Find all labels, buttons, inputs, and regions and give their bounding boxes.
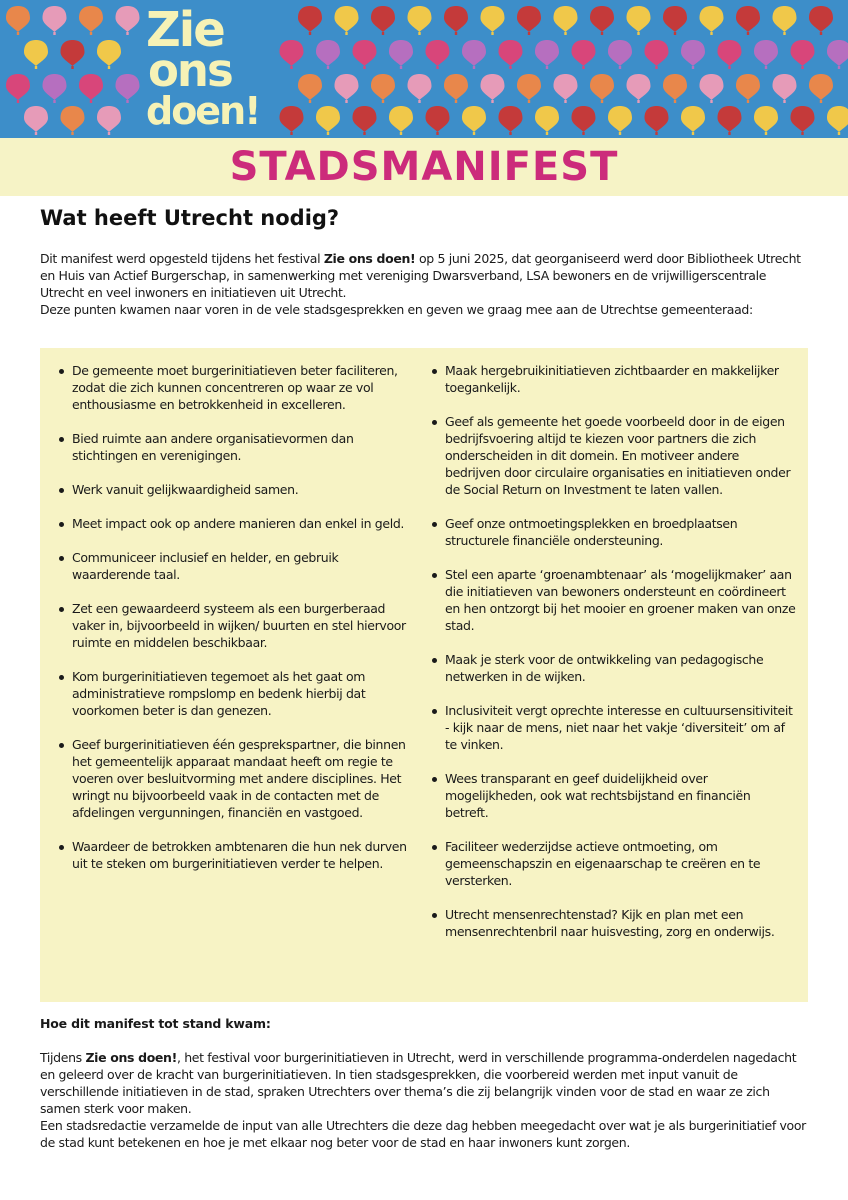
- points-right-column: [431, 362, 797, 957]
- balloon-icon: [517, 74, 541, 103]
- manifest-point-text: Waardeer de betrokken ambtenaren die hun nek durven uit te steken om burgerinitiatieven verder te helpen.: [72, 839, 407, 871]
- manifest-point: [58, 668, 418, 719]
- balloon-icon: [736, 6, 760, 35]
- manifest-point-text: Inclusiviteit vergt oprechte interesse en cultuursensitiviteit - kijk naar de mens, niet naar het vakje ‘diversiteit’ om af te vinken.: [445, 703, 793, 752]
- balloon-icon: [700, 74, 724, 103]
- balloon-icon: [24, 40, 48, 69]
- balloon-icon: [43, 74, 67, 103]
- bullet-icon: [59, 437, 64, 442]
- balloon-icon: [6, 6, 30, 35]
- page-title: STADSMANIFEST: [229, 144, 619, 190]
- manifest-point: [58, 481, 418, 498]
- bullet-icon: [59, 845, 64, 850]
- balloon-icon: [444, 74, 468, 103]
- manifest-point: [58, 430, 418, 464]
- subtitle: Wat heeft Utrecht nodig?: [40, 206, 340, 230]
- balloon-icon: [535, 40, 559, 69]
- balloon-icon: [353, 40, 377, 69]
- balloon-icon: [335, 6, 359, 35]
- festival-name: Zie ons doen!: [323, 251, 416, 266]
- balloon-icon: [97, 106, 121, 135]
- balloon-icon: [426, 40, 450, 69]
- balloon-icon: [718, 40, 742, 69]
- intro-paragraph-1: Dit manifest werd opgesteld tijdens het festival Zie ons doen! op 5 juni 2025, dat georganiseerd werd door Bibliotheek Utrecht en Huis van Actief Burgerschap, in samenwerking met vereniging Dwarsverband, LSA bewoners en de vrijwilligerscentrale Utrecht en veel inwoners en initiatieven uit Utrecht.: [40, 251, 801, 300]
- bullet-icon: [59, 369, 64, 374]
- balloon-icon: [554, 6, 578, 35]
- balloon-icon: [517, 6, 541, 35]
- balloon-icon: [572, 40, 596, 69]
- balloon-icon: [462, 106, 486, 135]
- manifest-point-text: Meet impact ook op andere manieren dan enkel in geld.: [72, 516, 405, 531]
- bullet-icon: [432, 913, 437, 918]
- balloon-icon: [79, 74, 103, 103]
- balloon-icon: [371, 6, 395, 35]
- balloon-icon: [645, 40, 669, 69]
- manifest-point-text: De gemeente moet burgerinitiatieven beter faciliteren, zodat die zich kunnen concentreren op waar ze vol enthousiasme en betrokkenheid in excelleren.: [72, 363, 398, 412]
- balloon-icon: [389, 40, 413, 69]
- balloon-icon: [426, 106, 450, 135]
- points-left-column: [58, 362, 418, 889]
- manifest-point-text: Communiceer inclusief en helder, en gebruik waarderende taal.: [72, 550, 339, 582]
- balloon-icon: [572, 106, 596, 135]
- balloon-icon: [809, 6, 833, 35]
- manifest-point-text: Maak je sterk voor de ontwikkeling van pedagogische netwerken in de wijken.: [445, 652, 764, 684]
- balloon-icon: [316, 40, 340, 69]
- balloon-icon: [809, 74, 833, 103]
- balloon-icon: [61, 106, 85, 135]
- manifest-point: [431, 362, 797, 396]
- manifest-point: [58, 362, 418, 413]
- manifest-point-text: Maak hergebruikinitiatieven zichtbaarder en makkelijker toegankelijk.: [445, 363, 779, 395]
- balloon-icon: [389, 106, 413, 135]
- balloon-icon: [444, 6, 468, 35]
- balloon-icon: [627, 74, 651, 103]
- balloon-icon: [773, 74, 797, 103]
- balloon-icon: [371, 74, 395, 103]
- balloon-icon: [116, 74, 140, 103]
- balloon-icon: [681, 40, 705, 69]
- balloon-icon: [408, 6, 432, 35]
- manifest-point: [431, 770, 797, 821]
- balloon-icon: [663, 6, 687, 35]
- logo-line-1: Zie: [146, 2, 224, 58]
- balloon-icon: [535, 106, 559, 135]
- balloon-icon: [335, 74, 359, 103]
- balloon-icon: [827, 106, 848, 135]
- title-band: [0, 138, 848, 196]
- bullet-icon: [432, 522, 437, 527]
- balloon-icon: [754, 40, 778, 69]
- balloon-icon: [79, 6, 103, 35]
- manifest-point-text: Utrecht mensenrechtenstad? Kijk en plan met een mensenrechtenbril naar huisvesting, zorg en onderwijs.: [445, 907, 775, 939]
- balloon-icon: [481, 74, 505, 103]
- manifest-point-text: Geef als gemeente het goede voorbeeld door in de eigen bedrijfsvoering altijd te kiezen voor partners die zich onderscheiden in dit domein. En motiveer andere bedrijven door circulaire organisaties en initiatieven onder de Social Return on Investment te laten vallen.: [445, 414, 791, 497]
- balloon-icon: [754, 106, 778, 135]
- manifest-points-box: [40, 348, 808, 1002]
- manifest-point-text: Bied ruimte aan andere organisatievormen dan stichtingen en verenigingen.: [72, 431, 354, 463]
- logo: [146, 2, 266, 134]
- balloon-icon: [462, 40, 486, 69]
- balloon-pattern: [0, 0, 848, 138]
- manifest-point: [58, 515, 418, 532]
- balloon-icon: [408, 74, 432, 103]
- manifest-point-text: Faciliteer wederzijdse actieve ontmoeting, om gemeenschapszin en eigenaarschap te creëren en te versterken.: [445, 839, 761, 888]
- balloon-icon: [627, 6, 651, 35]
- manifest-point: [431, 702, 797, 753]
- balloon-icon: [61, 40, 85, 69]
- manifest-point-text: Kom burgerinitiatieven tegemoet als het gaat om administratieve rompslomp en bedenk hierbij dat voorkomen beter is dan genezen.: [72, 669, 366, 718]
- intro-paragraph-2: Deze punten kwamen naar voren in de vele stadsgesprekken en geven we graag mee aan de Utrechtse gemeenteraad:: [40, 302, 753, 317]
- balloon-icon: [280, 106, 304, 135]
- manifest-point: [431, 838, 797, 889]
- balloon-icon: [280, 40, 304, 69]
- balloon-icon: [590, 6, 614, 35]
- balloon-icon: [481, 6, 505, 35]
- manifest-point: [58, 600, 418, 651]
- balloon-icon: [608, 40, 632, 69]
- balloon-icon: [773, 6, 797, 35]
- bullet-icon: [59, 675, 64, 680]
- balloon-icon: [6, 74, 30, 103]
- manifest-point: [58, 838, 418, 872]
- balloon-icon: [554, 74, 578, 103]
- bullet-icon: [432, 777, 437, 782]
- bullet-icon: [432, 845, 437, 850]
- balloon-icon: [499, 40, 523, 69]
- manifest-point-text: Zet een gewaardeerd systeem als een burgerberaad vaker in, bijvoorbeeld in wijken/ buurten en stel hiervoor ruimte en middelen beschikbaar.: [72, 601, 406, 650]
- bullet-icon: [59, 488, 64, 493]
- manifest-point: [431, 515, 797, 549]
- bullet-icon: [59, 556, 64, 561]
- balloon-icon: [791, 40, 815, 69]
- balloon-icon: [608, 106, 632, 135]
- balloon-icon: [116, 6, 140, 35]
- bullet-icon: [432, 658, 437, 663]
- manifest-point: [431, 566, 797, 634]
- header-banner: [0, 0, 848, 138]
- manifest-point: [431, 651, 797, 685]
- balloon-icon: [663, 74, 687, 103]
- balloon-icon: [298, 74, 322, 103]
- manifest-point-text: Geef burgerinitiatieven één gesprekspartner, die binnen het gemeentelijk apparaat mandaat heeft om regie te voeren over besluitvorming met andere disciplines. Het wringt nu bijvoorbeeld vaak in de contacten met de afdelingen vergunningen, financiën en vastgoed.: [72, 737, 406, 820]
- balloon-icon: [24, 106, 48, 135]
- bullet-icon: [59, 607, 64, 612]
- manifest-point: [431, 906, 797, 940]
- manifest-point: [58, 736, 418, 821]
- manifest-point-text: Werk vanuit gelijkwaardigheid samen.: [72, 482, 299, 497]
- balloon-icon: [645, 106, 669, 135]
- manifest-point-text: Geef onze ontmoetingsplekken en broedplaatsen structurele financiële ondersteuning.: [445, 516, 738, 548]
- manifest-point: [431, 413, 797, 498]
- balloon-icon: [718, 106, 742, 135]
- balloon-icon: [590, 74, 614, 103]
- manifest-point: [58, 549, 418, 583]
- how-heading: Hoe dit manifest tot stand kwam:: [40, 1016, 271, 1031]
- bullet-icon: [432, 709, 437, 714]
- bullet-icon: [432, 420, 437, 425]
- how-text: [40, 1049, 810, 1151]
- bullet-icon: [432, 573, 437, 578]
- balloon-icon: [700, 6, 724, 35]
- manifest-point-text: Wees transparant en geef duidelijkheid over mogelijkheden, ook wat rechtsbijstand en financiën betreft.: [445, 771, 751, 820]
- balloon-icon: [827, 40, 848, 69]
- festival-name: Zie ons doen!: [85, 1050, 177, 1065]
- balloon-icon: [499, 106, 523, 135]
- bullet-icon: [59, 522, 64, 527]
- balloon-icon: [681, 106, 705, 135]
- balloon-icon: [353, 106, 377, 135]
- balloon-icon: [97, 40, 121, 69]
- balloon-icon: [298, 6, 322, 35]
- how-paragraph-2: Een stadsredactie verzamelde de input van alle Utrechters die deze dag hebben meegedacht over wat je als burgerinitiatief voor de stad kunt betekenen en hoe je met elkaar nog beter voor de stad en haar inwoners kunt zorgen.: [40, 1118, 806, 1150]
- how-paragraph-1: Tijdens Zie ons doen!, het festival voor burgerinitiatieven in Utrecht, werd in verschillende programma-onderdelen nagedacht en geleerd over de kracht van burgerinitiatieven. In tien stadsgesprekken, die voorbereid werden met input vanuit de verschillende initiatieven in de stad, spraken Utrechters over thema’s die zij belangrijk vinden voor de stad en waar ze zich samen sterk voor maken.: [40, 1050, 797, 1116]
- bullet-icon: [432, 369, 437, 374]
- bullet-icon: [59, 743, 64, 748]
- manifest-point-text: Stel een aparte ‘groenambtenaar’ als ‘mogelijkmaker’ aan die initiatieven van bewoners ondersteunt en coördineert en hen ontzorgt bij het mooier en groener maken van onze stad.: [445, 567, 796, 633]
- balloon-icon: [736, 74, 760, 103]
- balloon-icon: [791, 106, 815, 135]
- intro-text: [40, 250, 810, 318]
- balloon-icon: [43, 6, 67, 35]
- balloon-icon: [316, 106, 340, 135]
- logo-line-2: ons: [148, 44, 232, 97]
- logo-line-3: doen!: [146, 89, 260, 133]
